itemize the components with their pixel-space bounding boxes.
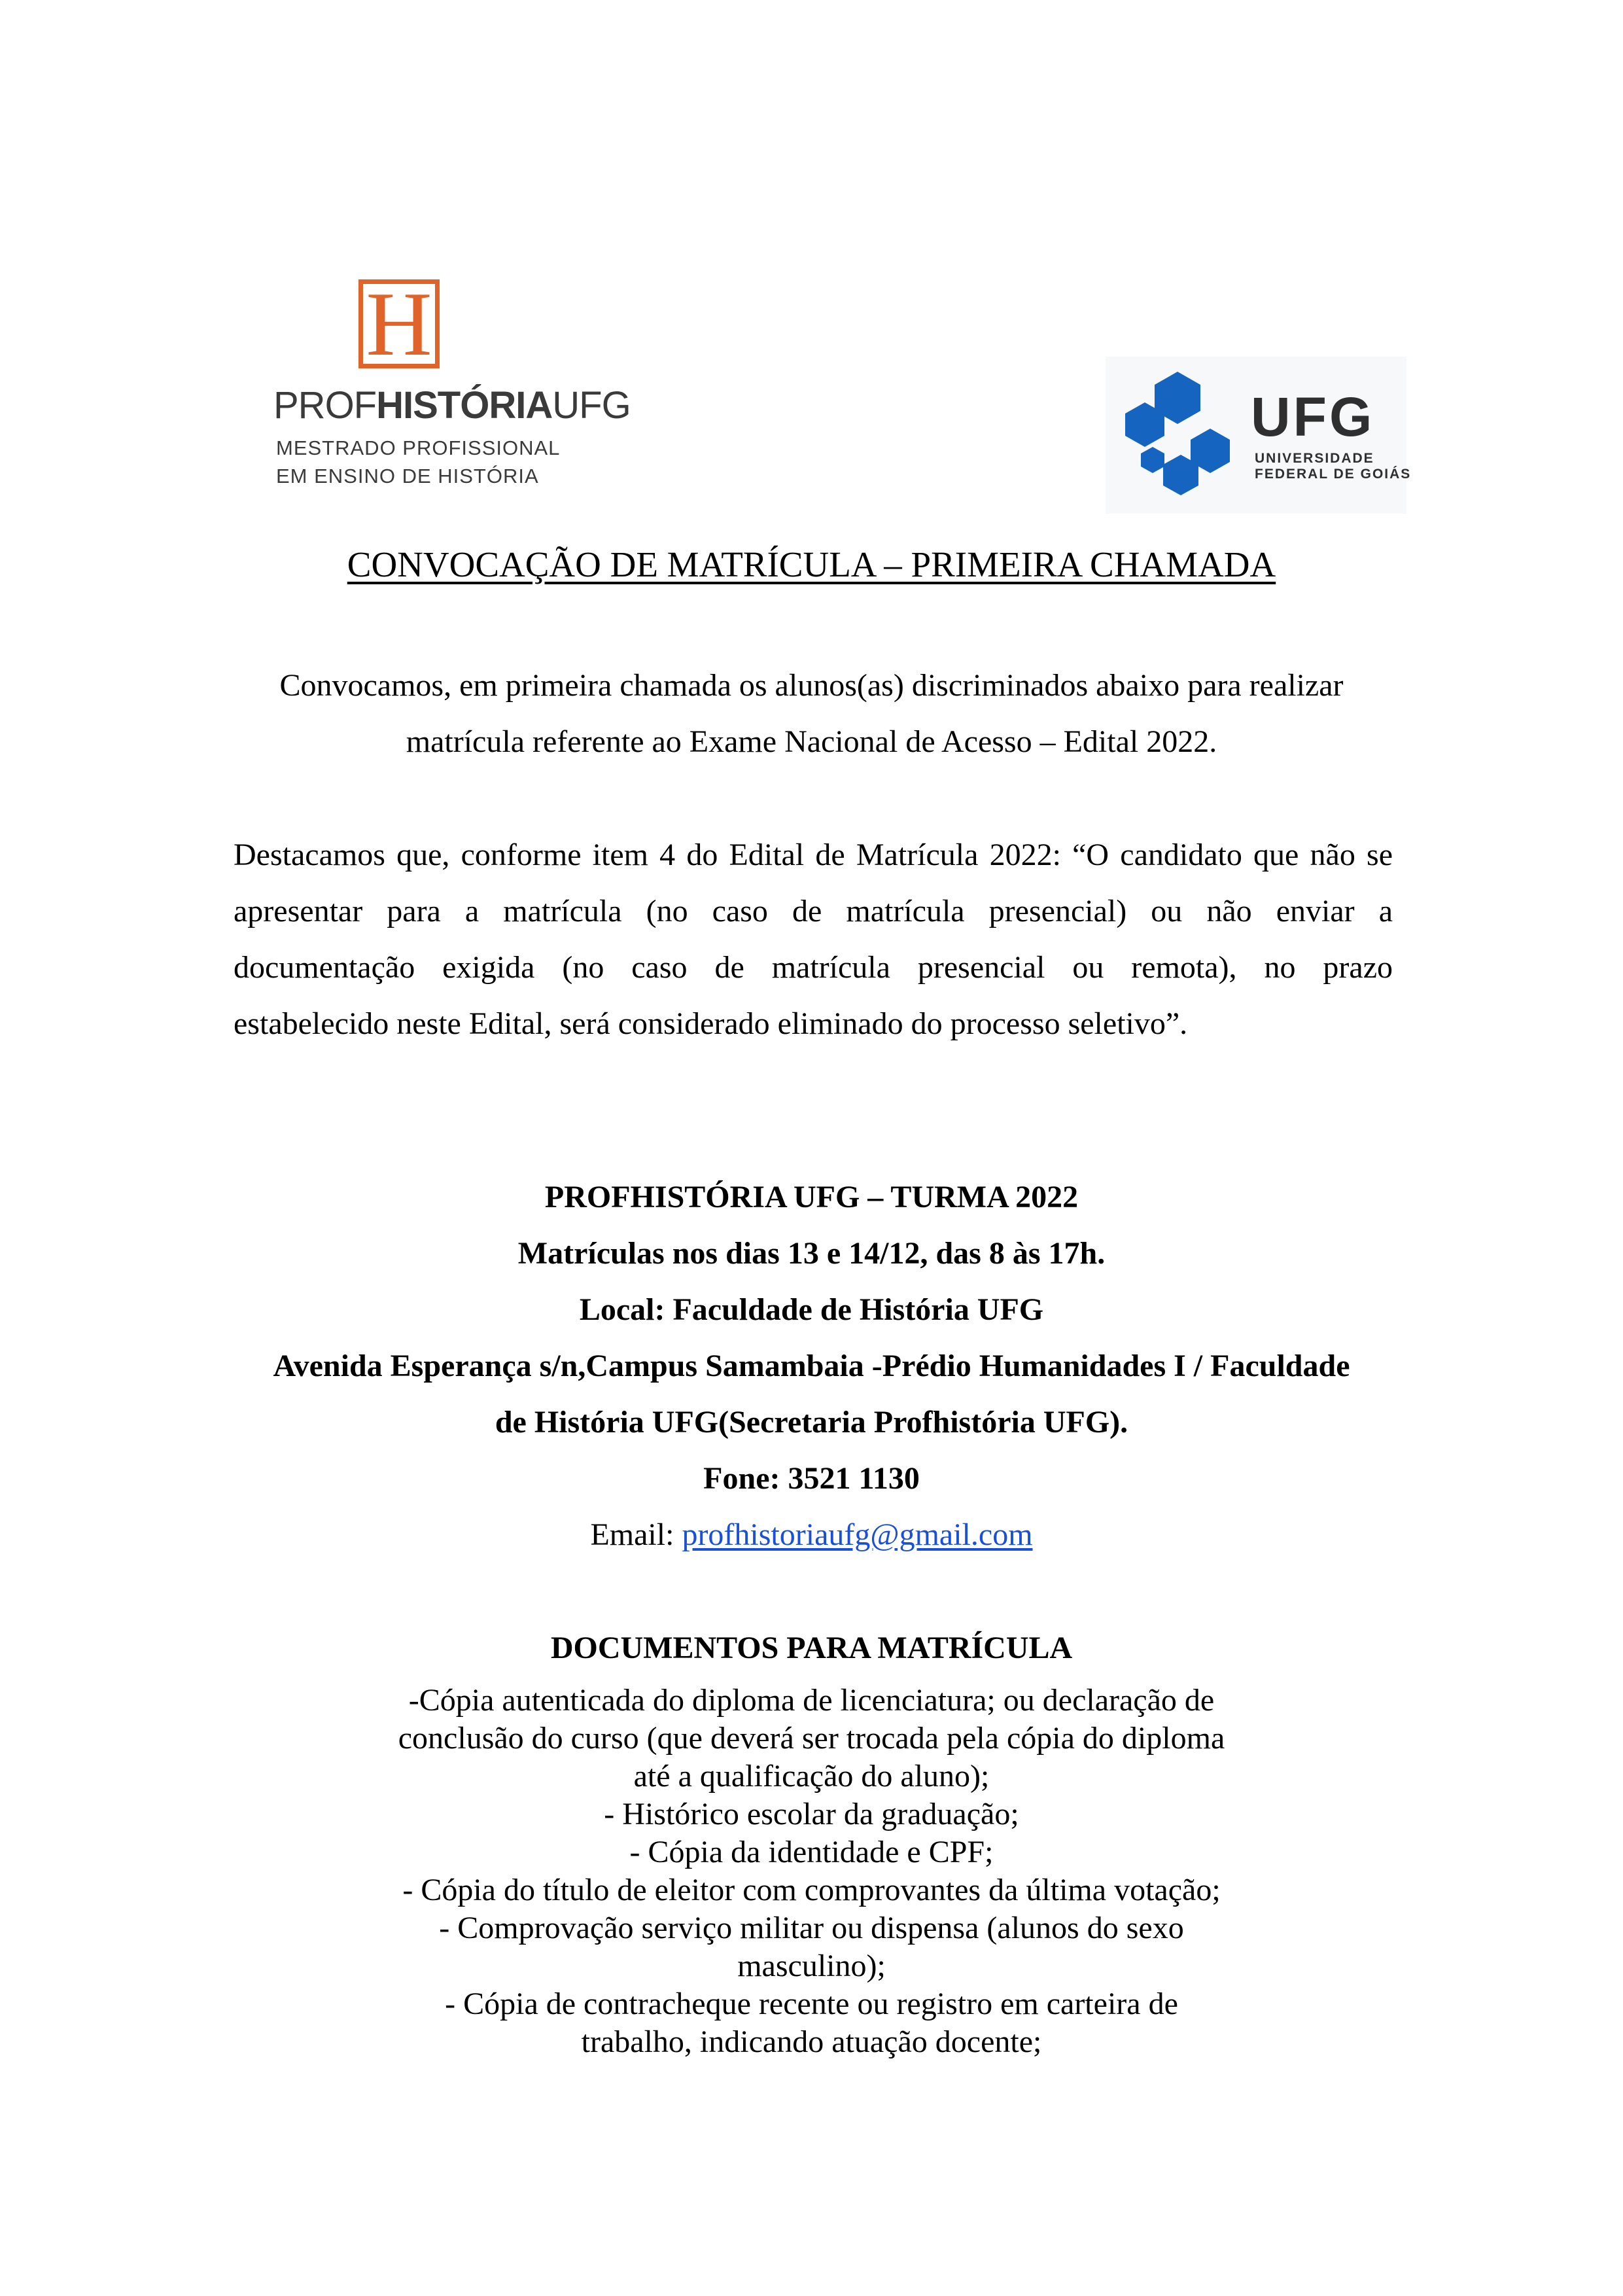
profhistoria-wordmark-ufg: UFG	[552, 384, 631, 427]
profhistoria-h-mark: H	[358, 279, 440, 368]
page-title	[0, 542, 1623, 588]
ufg-hexagons-icon	[1112, 370, 1243, 501]
profhistoria-logo	[273, 274, 631, 494]
profhistoria-subtitle-2: EM ENSINO DE HISTÓRIA	[276, 465, 539, 487]
document-line: - Cópia da identidade e CPF;	[629, 1835, 994, 1869]
phone-number: Fone: 3521 1130	[703, 1461, 920, 1496]
page-title-text: CONVOCAÇÃO DE MATRÍCULA – PRIMEIRA CHAMADA	[347, 544, 1276, 584]
ufg-subtitle-1: UNIVERSIDADE	[1255, 451, 1374, 466]
profhistoria-wordmark-prof: PROF	[273, 384, 377, 427]
notice-line-4: estabelecido neste Edital, será considerado eliminado do processo seletivo”.	[234, 1006, 1188, 1041]
enrollment-dates: Matrículas nos dias 13 e 14/12, das 8 às 17h.	[517, 1236, 1106, 1271]
document-line: trabalho, indicando atuação docente;	[581, 2024, 1042, 2059]
address-line-2: de História UFG(Secretaria Profhistória UFG).	[495, 1405, 1128, 1439]
enrollment-location: Local: Faculdade de História UFG	[579, 1292, 1044, 1327]
email-link[interactable]: profhistoriaufg@gmail.com	[682, 1517, 1033, 1552]
ufg-logo	[1106, 357, 1412, 514]
document-line: - Cópia de contracheque recente ou registro em carteira de	[445, 1987, 1178, 2021]
documents-heading: DOCUMENTOS PARA MATRÍCULA	[550, 1631, 1073, 1665]
document-line: até a qualificação do aluno);	[633, 1759, 990, 1793]
ufg-subtitle-2: FEDERAL DE GOIÁS	[1255, 467, 1412, 482]
notice-line-2: apresentar para a matrícula (no caso de matrícula presencial) ou não enviar a	[234, 894, 1393, 928]
email-label: Email:	[590, 1517, 682, 1552]
program-heading: PROFHISTÓRIA UFG – TURMA 2022	[544, 1180, 1079, 1214]
intro-line-2: matrícula referente ao Exame Nacional de Acesso – Edital 2022.	[406, 724, 1217, 759]
email-line	[0, 1515, 1623, 1555]
notice-line-1: Destacamos que, conforme item 4 do Edital de Matrícula 2022: “O candidato que não se	[234, 838, 1393, 872]
profhistoria-wordmark-historia: HISTÓRIA	[376, 384, 553, 427]
notice-line-3: documentação exigida (no caso de matrícula presencial ou remota), no prazo	[234, 950, 1393, 985]
intro-line-1: Convocamos, em primeira chamada os alunos(as) discriminados abaixo para realizar	[279, 668, 1344, 703]
document-line: - Comprovação serviço militar ou dispensa (alunos do sexo	[439, 1911, 1184, 1945]
document-line: - Cópia do título de eleitor com comprovantes da última votação;	[402, 1873, 1221, 1907]
profhistoria-wordmark	[273, 383, 631, 429]
address-line-1: Avenida Esperança s/n,Campus Samambaia -Prédio Humanidades I / Faculdade	[273, 1349, 1350, 1383]
document-line: - Histórico escolar da graduação;	[604, 1797, 1019, 1831]
document-line: masculino);	[737, 1949, 886, 1983]
document-line: conclusão do curso (que deverá ser trocada pela cópia do diploma	[398, 1721, 1225, 1756]
ufg-wordmark: UFG	[1251, 386, 1375, 448]
document-line: -Cópia autenticada do diploma de licenciatura; ou declaração de	[408, 1683, 1215, 1718]
profhistoria-subtitle-1: MESTRADO PROFISSIONAL	[276, 436, 561, 459]
